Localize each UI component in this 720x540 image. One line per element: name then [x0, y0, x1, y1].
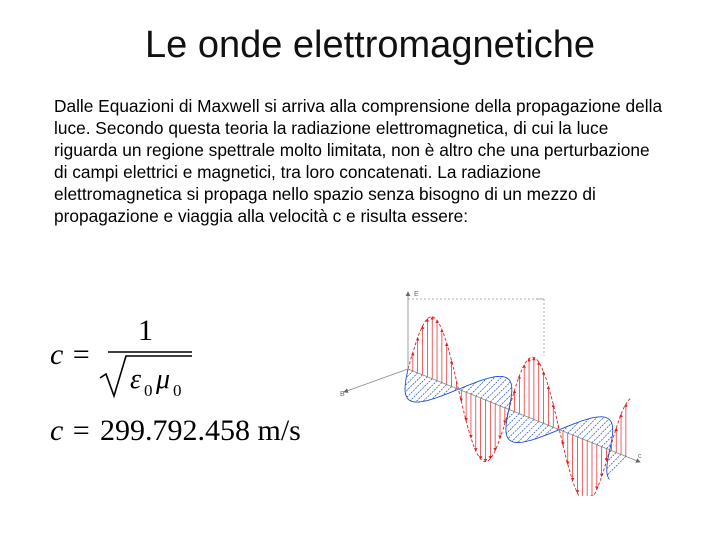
formula-lhs: c =	[50, 338, 92, 371]
speed-value: 299.792.458 m/s	[100, 414, 301, 447]
epsilon-subscript: 0	[144, 381, 153, 400]
magnetic-field-vector	[607, 454, 621, 468]
magnetic-field-vector	[512, 419, 534, 441]
c-axis-label: c	[638, 453, 642, 460]
slide-title: Le onde elettromagnetiche	[145, 24, 595, 66]
magnetic-field-vector	[587, 419, 609, 441]
e-axis-label: E	[414, 291, 419, 298]
em-wave-figure	[336, 284, 656, 496]
magnetic-field-vector	[518, 421, 539, 442]
magnetic-field-vector	[405, 375, 422, 392]
formula-numerator: 1	[138, 314, 153, 347]
value-lhs: c =	[50, 414, 92, 447]
epsilon-symbol: ε	[130, 364, 142, 395]
magnetic-field-vector	[485, 378, 507, 400]
mu-subscript: 0	[173, 381, 182, 400]
magnetic-field-vector	[495, 387, 512, 404]
b-axis	[344, 369, 408, 392]
body-paragraph: Dalle Equazioni di Maxwell si arriva alla comprensione della propagazione della luce. Secondo questa teoria la radiazione elettromagnetica, di cui la luce riguarda un regione spettrale molto limitata, non è altro che una perturbazione di campi elettrici e magnetici, tra loro concatenati. La radiazione elettromagnetica si propaga nello spazio senza bisogno di un mezzo di propagazione e viaggia alla velocità c e risulta essere:	[54, 96, 663, 226]
b-axis-label: B	[340, 391, 345, 398]
magnetic-field-vector	[508, 418, 529, 439]
magnetic-field-vector	[597, 429, 613, 445]
wavelength-marker	[408, 299, 544, 356]
em-wave-svg	[336, 284, 656, 496]
formula-svg	[50, 312, 340, 462]
magnetic-field-curve	[405, 369, 613, 480]
speed-of-light-formula	[50, 312, 340, 462]
magnetic-field-vector	[506, 416, 524, 434]
magnetic-field-vector	[582, 417, 604, 439]
mu-symbol: μ	[156, 364, 171, 395]
magnetic-field-vector	[410, 379, 432, 401]
